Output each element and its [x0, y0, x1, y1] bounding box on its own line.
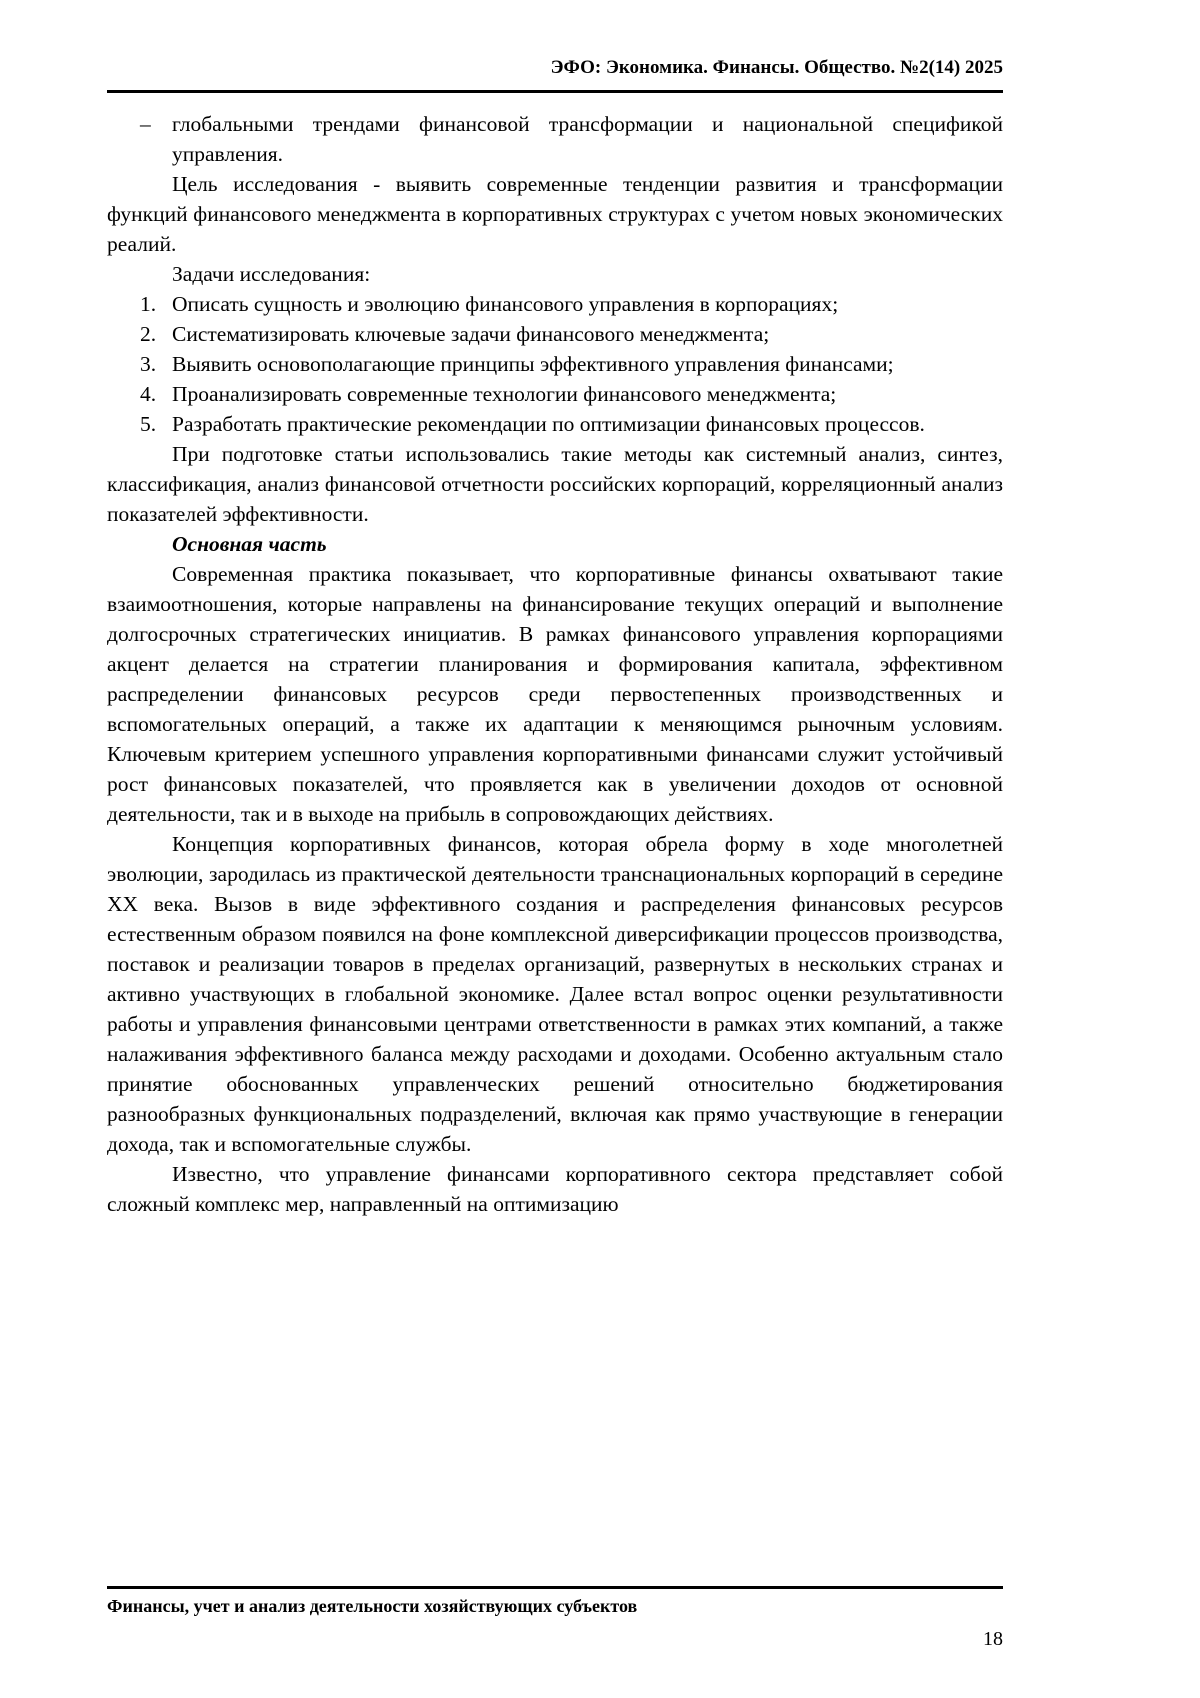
paragraph-tasks-intro: Задачи исследования:: [172, 261, 371, 286]
page-footer: [107, 1586, 1003, 1652]
list-item-number: 2.: [140, 321, 157, 346]
bullet-item: [107, 109, 1003, 169]
footer-divider: [107, 1586, 1003, 1589]
list-item-number: 1.: [140, 291, 157, 316]
list-item: [107, 349, 1003, 379]
list-item: [107, 379, 1003, 409]
paragraph-main-3: Известно, что управление финансами корпоративного сектора представляет собой сложный комплекс мер, направленный на оптимизацию: [107, 1161, 1003, 1216]
tasks-list: [107, 289, 1003, 439]
list-item-text: Разработать практические рекомендации по оптимизации финансовых процессов.: [172, 411, 925, 436]
page-number: 18: [983, 1628, 1003, 1650]
list-item: [107, 409, 1003, 439]
list-item-number: 3.: [140, 351, 157, 376]
list-item-text: Описать сущность и эволюцию финансового управления в корпорациях;: [172, 291, 839, 316]
section-heading-main-part: Основная часть: [172, 531, 327, 556]
list-item-number: 5.: [140, 411, 157, 436]
footer-section-title: Финансы, учет и анализ деятельности хозяйствующих субъектов: [107, 1596, 638, 1616]
list-item: [107, 319, 1003, 349]
list-item-number: 4.: [140, 381, 157, 406]
paragraph-main-1: Современная практика показывает, что корпоративные финансы охватывают такие взаимоотношения, которые направлены на финансирование текущих операций и выполнение долгосрочных стратегических инициатив. В рамках финансового управления корпорациями акцент делается на стратегии планирования и формирования капитала, эффективном распределении финансовых ресурсов среди первостепенных производственных и вспомогательных операций, а также их адаптации к меняющимся рыночным условиям. Ключевым критерием успешного управления корпоративными финансами служит устойчивый рост финансовых показателей, что проявляется как в увеличении доходов от основной деятельности, так и в выходе на прибыль в сопровождающих действиях.: [107, 561, 1003, 826]
dash-marker: –: [140, 111, 151, 136]
article-body: [107, 109, 1003, 1219]
paragraph-methods: При подготовке статьи использовались такие методы как системный анализ, синтез, классификация, анализ финансовой отчетности российских корпораций, корреляционный анализ показателей эффективности.: [107, 441, 1003, 526]
list-item-text: Проанализировать современные технологии финансового менеджмента;: [172, 381, 837, 406]
paragraph-goal: Цель исследования - выявить современные тенденции развития и трансформации функций финансового менеджмента в корпоративных структурах с учетом новых экономических реалий.: [107, 171, 1003, 256]
journal-header-title: ЭФО: Экономика. Финансы. Общество. №2(14) 2025: [550, 57, 1003, 78]
list-item: [107, 289, 1003, 319]
bullet-item-text: глобальными трендами финансовой трансформации и национальной спецификой управления.: [172, 111, 1003, 166]
list-item-text: Выявить основополагающие принципы эффективного управления финансами;: [172, 351, 894, 376]
header-divider: [107, 90, 1003, 93]
paragraph-main-2: Концепция корпоративных финансов, которая обрела форму в ходе многолетней эволюции, зародилась из практической деятельности транснациональных корпораций в середине XX века. Вызов в виде эффективного создания и распределения финансовых ресурсов естественным образом появился на фоне комплексной диверсификации процессов производства, поставок и реализации товаров в пределах организаций, развернутых в нескольких странах и активно участвующих в глобальной экономике. Далее встал вопрос оценки результативности работы и управления финансовыми центрами ответственности в рамках этих компаний, а также налаживания эффективного баланса между расходами и доходами. Особенно актуальным стало принятие обоснованных управленческих решений относительно бюджетирования разнообразных функциональных подразделений, включая как прямо участвующие в генерации дохода, так и вспомогательные службы.: [107, 831, 1003, 1156]
list-item-text: Систематизировать ключевые задачи финансового менеджмента;: [172, 321, 770, 346]
